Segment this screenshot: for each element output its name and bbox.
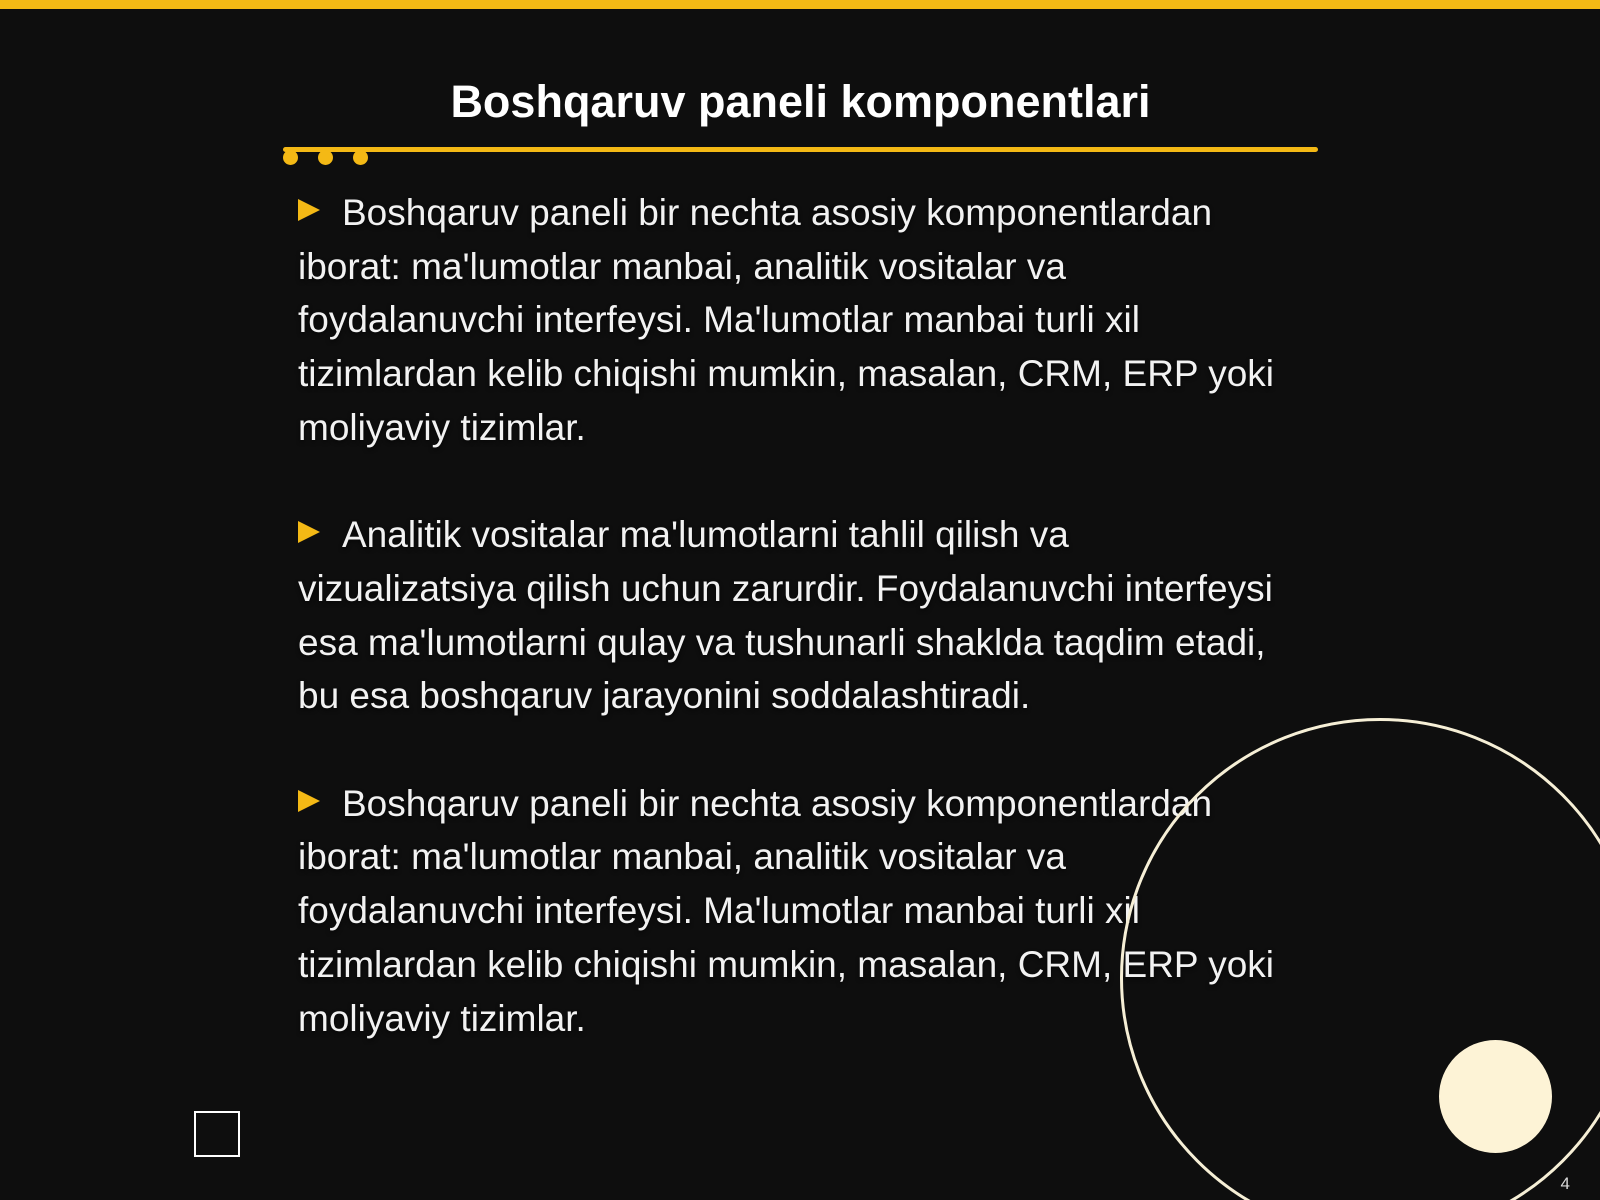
bullet-text: Analitik vositalar ma'lumotlarni tahlil qilish va vizualizatsiya qilish uchun zarurdir. Foydalanuvchi interfeysi esa ma'lumotlarni qulay va tushunarli shaklda taqdim etadi, bu esa boshqaruv jarayonini soddalashtiradi. xyxy=(298,514,1273,717)
triangle-bullet-icon xyxy=(298,199,320,221)
bullet-item xyxy=(298,508,1288,723)
triangle-bullet-icon xyxy=(298,790,320,812)
bullet-text: Boshqaruv paneli bir nechta asosiy komponentlardan iborat: ma'lumotlar manbai, analitik vositalar va foydalanuvchi interfeysi. Ma'lumotlar manbai turli xil tizimlardan kelib chiqishi mumkin, masalan, CRM, ERP yoki moliyaviy tizimlar. xyxy=(298,192,1275,448)
dot-icon xyxy=(318,150,333,165)
dot-icon xyxy=(353,150,368,165)
dot-icon xyxy=(283,150,298,165)
triangle-bullet-icon xyxy=(298,521,320,543)
top-accent-bar xyxy=(0,0,1600,9)
bullet-item xyxy=(298,186,1288,455)
decorative-dots xyxy=(283,150,373,166)
decorative-square xyxy=(194,1111,240,1157)
page-number: 4 xyxy=(1560,1174,1570,1193)
decorative-disc xyxy=(1439,1040,1552,1153)
bullet-text: Boshqaruv paneli bir nechta asosiy komponentlardan iborat: ma'lumotlar manbai, analitik vositalar va foydalanuvchi interfeysi. Ma'lumotlar manbai turli xil tizimlardan kelib chiqishi mumkin, masalan, CRM, ERP yoki moliyaviy tizimlar. xyxy=(298,782,1275,1039)
slide-title: Boshqaruv paneli komponentlari xyxy=(450,76,1151,127)
title-underline xyxy=(283,147,1318,152)
